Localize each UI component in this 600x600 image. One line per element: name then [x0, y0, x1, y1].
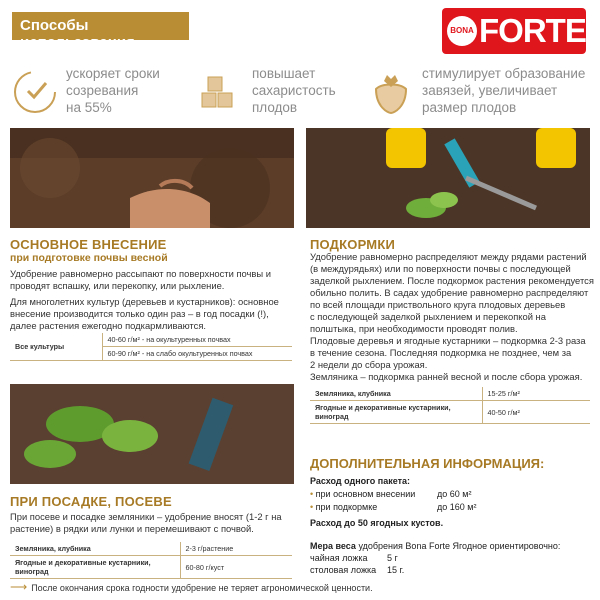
benefit-fruit-set: [366, 63, 596, 123]
photo-gardening-tool: [306, 128, 590, 228]
ripening-berry-icon: [10, 67, 60, 117]
strawberry-icon: [366, 67, 416, 117]
section-heading: Способы использования: [12, 12, 189, 40]
benefit-text: стимулирует образование завязей, увеличивает размер плодов: [422, 66, 586, 115]
benefit-ripening: [10, 63, 190, 123]
feeding-text: Удобрение равномерно распределяют между рядами растений (в междурядьях) или по поверхности почвы с последующей заделкой рыхлением. После подкормок растения рекомендуется обильно полить. В садах удобрение равномерно распределяют по всей площади приствольного круга плодовых деревьев с последующей заделкой рыхлением и перекопкой на полштыка, при необходимости проводят полив. Плодовые деревья и ягодные кустарники – подкормка 2-3 раза в течение сезона. Последняя подкормка не позднее, чем за 2 недели до сбора урожая. Земляника – подкормка ранней весной и после сбора урожая.: [310, 251, 594, 382]
brand-badge: BONA: [447, 16, 477, 46]
table-cell: 60-90 г/м² - на слабо окультуренных почвах: [102, 347, 292, 361]
table-cell: 60-80 г/куст: [180, 556, 292, 579]
benefit-text: ускоряет сроки созревания на 55%: [66, 66, 160, 115]
planting-table: [10, 542, 292, 579]
planting-title: ПРИ ПОСАДКЕ, ПОСЕВЕ: [10, 494, 172, 509]
table-cell: Ягодные и декоративные кустарники, виноград: [310, 401, 482, 424]
weight-measure: Мера веса удобрения Bona Forte Ягодное ориентировочно:: [310, 541, 561, 551]
tablespoon-label: столовая ложка: [310, 565, 377, 575]
benefit-sugar: [196, 63, 356, 123]
bushes-note: Расход до 50 ягодных кустов.: [310, 518, 444, 528]
teaspoon-value: 5 г: [387, 553, 398, 563]
table-cell: Ягодные и декоративные кустарники, виноград: [10, 556, 180, 579]
photo-seedlings: [10, 384, 294, 484]
table-row: [310, 387, 590, 401]
table-cell: Все культуры: [10, 333, 102, 361]
feeding-title: ПОДКОРМКИ: [310, 237, 395, 252]
table-row: [10, 542, 292, 556]
teaspoon-label: чайная ложка: [310, 553, 368, 563]
sugar-cubes-icon: [196, 67, 246, 117]
table-cell: Земляника, клубника: [10, 542, 180, 556]
table-cell: 15-25 г/м²: [482, 387, 590, 401]
main-application-subtitle: при подготовке почвы весной: [10, 252, 168, 264]
table-cell: Земляника, клубника: [310, 387, 482, 401]
benefit-text: повышает сахаристость плодов: [252, 66, 336, 115]
consumption-row: • при подкормке: [310, 502, 378, 512]
consumption-value: до 60 м²: [437, 489, 472, 499]
feeding-table: [310, 387, 590, 424]
extra-info-title: ДОПОЛНИТЕЛЬНАЯ ИНФОРМАЦИЯ:: [310, 456, 545, 471]
consumption-label: Расход одного пакета:: [310, 476, 411, 486]
table-row: [310, 401, 590, 424]
consumption-row: • при основном внесении: [310, 489, 416, 499]
brand-logo: [442, 8, 586, 54]
main-application-title: ОСНОВНОЕ ВНЕСЕНИЕ: [10, 237, 167, 252]
main-application-table: [10, 333, 292, 361]
footer-note: ⟶ После окончания срока годности удобрение не теряет агрономической ценности.: [10, 580, 373, 594]
consumption-value: до 160 м²: [437, 502, 477, 512]
planting-text: При посеве и посадке земляники – удобрение вносят (1-2 г на растение) в рядки или лунки и перемешивают с почвой.: [10, 511, 282, 534]
photo-soil: [10, 128, 294, 228]
table-row: [10, 556, 292, 579]
table-cell: 2-3 г/растение: [180, 542, 292, 556]
table-cell: 40-60 г/м² - на окультуренных почвах: [102, 333, 292, 347]
tablespoon-value: 15 г.: [387, 565, 405, 575]
brand-name: FORTE: [479, 12, 586, 49]
arrow-right-icon: ⟶: [10, 580, 28, 594]
main-application-text: Удобрение равномерно рассыпают по поверхности почвы и проводят вспашку, или перекопку, или рыхление. Для многолетних культур (деревьев и кустарников): основное внесение производится только один раз – в год посадки (!), далее растения ежегодно подкармливаются.: [10, 268, 279, 331]
table-cell: 40-50 г/м²: [482, 401, 590, 424]
